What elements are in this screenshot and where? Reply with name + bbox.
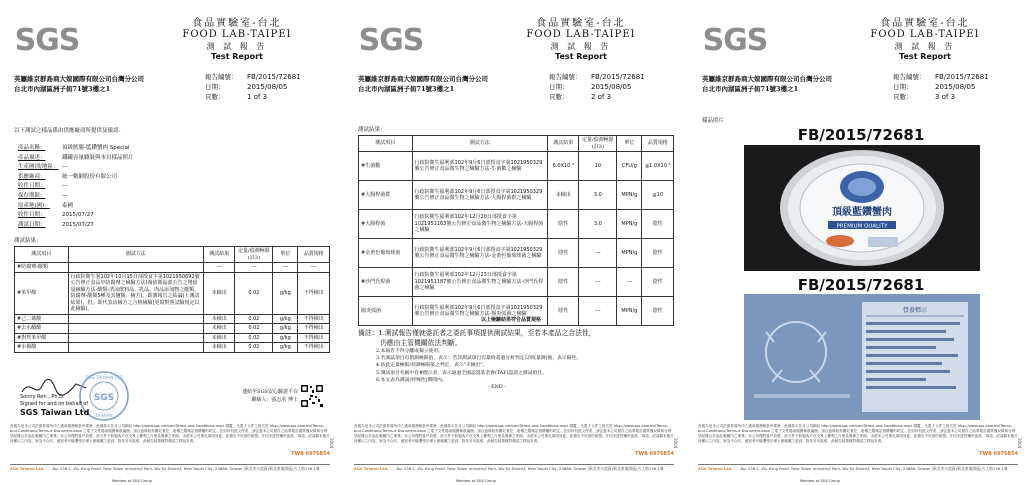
footer-bar — [698, 464, 1018, 474]
photo-caption-1: FB/2015/72681 — [797, 126, 925, 144]
table-cell: g/kg — [273, 324, 298, 334]
report-date: 2015/08/05 — [935, 83, 976, 91]
field-label: 生產國別/地區： — [18, 164, 59, 171]
table-cell — [68, 324, 203, 334]
table-cell: 行政院衛生福利部102年12月23日部授食字第1021951187號公告修正食品微生物之檢驗方法-沙門氏桿菌之檢驗 — [412, 268, 547, 297]
table-cell: 3.0 — [579, 210, 617, 239]
client-name: 英屬維京群島商大媗國際有限公司台灣分公司 — [702, 75, 832, 83]
lab-name-en: FOOD LAB-TAIPEI — [870, 29, 980, 40]
svg-text:PREMIUM QUALITY: PREMIUM QUALITY — [836, 223, 888, 230]
field-row — [18, 221, 134, 231]
page-number: 1 of 3 — [247, 93, 268, 101]
member-text: Member of SGS Group — [800, 479, 840, 483]
client-address: 台北市內湖區洲子街71號3樓之1 — [702, 85, 799, 93]
doc-number: 3004 — [329, 438, 334, 449]
column-header: 測試方法 — [68, 247, 203, 263]
table-cell: 未檢出 — [203, 324, 235, 334]
field-value: 2015/07/27 — [62, 212, 94, 219]
footer-company: SGS Taiwan Ltd. — [698, 466, 733, 471]
table-cell: #己二烯酸 — [15, 314, 69, 324]
table-cell: 陰性 — [642, 239, 674, 268]
table-row — [359, 181, 674, 210]
table-cell: #去水醋酸 — [15, 324, 69, 334]
report-title-zh: 測 試 報 告 — [894, 42, 956, 51]
table-cell: #大腸桿菌群 — [359, 181, 413, 210]
report-meta — [893, 72, 989, 102]
intro-text: 以下測試之樣品係由供應廠商所提供及確認： — [14, 128, 125, 134]
table-row — [359, 152, 674, 181]
table-cell: 陰性 — [642, 268, 674, 297]
result-label: 測試結果： — [14, 238, 42, 244]
table-cell: 未檢出 — [203, 272, 235, 314]
footer — [354, 451, 674, 471]
field-row — [18, 192, 134, 202]
table-cell — [68, 314, 203, 324]
field-value: 統一數網股份有限公司 — [62, 173, 118, 180]
report-title-zh: 測 試 報 告 — [550, 42, 612, 51]
photo-label: 樣品照片 — [702, 118, 725, 124]
table-cell: 行政院衛生福利部102年9月6日部授食字第1021950329號公告修正食品微生物之檢驗方法-金黃色葡萄球菌之檢驗 — [412, 239, 547, 268]
can-label-image-icon — [744, 294, 980, 420]
column-header: 單位 — [273, 247, 298, 263]
qr-code-icon[interactable] — [300, 384, 324, 408]
table-cell: 不得檢出 — [298, 343, 330, 353]
report-title-en: Test Report — [211, 52, 263, 61]
table-cell: 3.0 — [579, 181, 617, 210]
table-cell — [68, 343, 203, 353]
table-cell: 0.02 — [235, 272, 273, 314]
lab-name-zh: 食品實驗室-台北 — [192, 18, 282, 29]
received-no: TWB 6976854 — [979, 451, 1018, 457]
table-cell: CFU/g — [617, 152, 642, 181]
field-row — [18, 163, 134, 173]
table-cell: 陰性 — [547, 297, 579, 326]
svg-text:頂級藍鑽蟹肉: 頂級藍鑽蟹肉 — [832, 207, 892, 218]
column-header: 測試項目 — [15, 247, 69, 263]
footer-bar — [354, 464, 674, 474]
table-cell: #防腐劑-酸類 — [15, 263, 69, 273]
report-no: FB/2015/72681 — [247, 73, 301, 81]
date-label: 日期： — [893, 83, 913, 91]
table-cell: 不得檢出 — [298, 272, 330, 314]
note-1b: 仍應由主管機關依法判斷。 — [380, 339, 462, 347]
field-label: 收件日期： — [18, 212, 46, 219]
sgs-logo: SGS — [14, 22, 80, 58]
table-cell: 陰性 — [547, 210, 579, 239]
date-label: 日期： — [549, 83, 569, 91]
table-cell: 行政院衛生福利部102年9月6日部授食字第1021950329號公告修正食品微生物之檢驗方法-腸炎弧菌之檢驗 — [412, 297, 547, 326]
table-cell: 0.02 — [235, 343, 273, 353]
table-row — [15, 314, 330, 324]
sample-photo-bottom — [744, 294, 980, 420]
sample-photo-top — [744, 145, 980, 271]
note-item: 2.本報告不得分離或獨立使用。 — [376, 349, 443, 354]
footer-address: No. 136-1, Wu Kung Road, New Taipei Industrial Park, Wu Ku District, New Taipei City, 24886, Taiwan /新北市五股區(新北產業園區)五工路136-1號 — [740, 466, 1008, 471]
table-cell: 行政院衛生福利部102年12月20日部授食字第1021951163號公告修正食品微生物之檢驗方法-大腸桿菌之檢驗 — [412, 210, 547, 239]
field-label: 保存期限： — [18, 192, 46, 199]
field-label: 原產地(國)： — [18, 202, 50, 209]
field-row — [18, 173, 134, 183]
report-title-zh: 測 試 報 告 — [206, 42, 268, 51]
table-cell: 10 — [579, 152, 617, 181]
table-cell: ≦1.0X10 ⁵ — [642, 152, 674, 181]
table-cell: 陰性 — [642, 210, 674, 239]
report-date: 2015/08/05 — [247, 83, 288, 91]
table-cell: --- — [579, 297, 617, 326]
verify-link-text: 連結至SGS安心驗證平台 — [242, 389, 298, 395]
table-cell: #金黃色葡萄球菌 — [359, 239, 413, 268]
report-header — [840, 14, 1010, 61]
table-cell: 行政院衛生福利部102年9月6日部授食字第1021950329號公告修正食品微生物之檢驗方法-生菌數之檢驗 — [412, 152, 547, 181]
table-cell: 腸炎弧菌 — [359, 297, 413, 326]
report-meta — [549, 72, 645, 102]
verification-text — [240, 388, 298, 404]
svg-text:SGS TAIWAN LTD: SGS TAIWAN LTD — [85, 376, 123, 381]
report-no: FB/2015/72681 — [591, 73, 645, 81]
table-cell: 0.02 — [235, 314, 273, 324]
report-date: 2015/08/05 — [591, 83, 632, 91]
contact-person: 聯絡人：張志名 博士 — [251, 397, 298, 403]
table-cell: MPN/g — [617, 239, 642, 268]
table-row — [359, 239, 674, 268]
table-cell: 不得檢出 — [298, 333, 330, 343]
table-cell: --- — [579, 268, 617, 297]
table-cell — [68, 333, 203, 343]
client-name: 英屬維京群島商大媗國際有限公司台灣分公司 — [358, 75, 488, 83]
field-value: 泰國 — [62, 202, 74, 209]
column-header: 品質規格 — [298, 247, 330, 263]
table-cell: g/kg — [273, 343, 298, 353]
column-header: 測試結果 — [547, 136, 579, 152]
table-row — [359, 268, 674, 297]
table-row — [15, 324, 330, 334]
page-number: 3 of 3 — [935, 93, 956, 101]
received-no: TWB 6976854 — [635, 451, 674, 457]
field-label: 收件日期： — [18, 183, 46, 190]
table-cell: MPN/g — [617, 297, 642, 326]
field-row — [18, 202, 134, 212]
client-block — [14, 74, 144, 94]
disclaimer: 此報告是本公司依照背面所印之通用服務條款所簽發，此條款可在本公司網站 http://www.sgs.com/en/Terms-and-Conditions.aspx 閱覽，凡電子文件之格式依 http://www.sgs.com/en/Terms-and-Conditions/Terms-e-Document.aspx 之電子文件通用服務條款處理。請注意條款有關於責任、賠償之限制及管轄權的約定。任何持有此文件者，請注意本公司製作之結果報告書將僅反映執行時所紀錄且於委託範圍內之事實。本公司僅對客戶負責，此文件不妨礙客戶在交易上權利之行使及義務之免除。未經本公司事先書面同意，此報告不可部份複製。任何未經授權的更改、偽造、或曲解本報告所顯示之內容，皆為不合法，違犯者可能遭受法律上最嚴厲之追訴。除非另有說明，此報告結果僅對測試之樣品負責。 — [10, 424, 330, 443]
field-row — [18, 154, 134, 164]
report-meta — [205, 72, 301, 102]
disclaimer: 此報告是本公司依照背面所印之通用服務條款所簽發，此條款可在本公司網站 http://www.sgs.com/en/Terms-and-Conditions.aspx 閱覽，凡電子文件之格式依 http://www.sgs.com/en/Terms-and-Conditions/Terms-e-Document.aspx 之電子文件通用服務條款處理。請注意條款有關於責任、賠償之限制及管轄權的約定。任何持有此文件者，請注意本公司製作之結果報告書將僅反映執行時所紀錄且於委託範圍內之事實。本公司僅對客戶負責，此文件不妨礙客戶在交易上權利之行使及義務之免除。未經本公司事先書面同意，此報告不可部份複製。任何未經授權的更改、偽造、或曲解本報告所顯示之內容，皆為不合法，違犯者可能遭受法律上最嚴厲之追訴。除非另有說明，此報告結果僅對測試之樣品負責。 — [354, 424, 674, 443]
table-cell: #生菌數 — [359, 152, 413, 181]
table-cell: #大腸桿菌 — [359, 210, 413, 239]
table-header-row — [359, 136, 674, 152]
table-cell — [68, 263, 203, 273]
report-no-label: 報告編號： — [549, 73, 582, 81]
field-row — [18, 144, 134, 154]
table-cell: MPN/g — [617, 181, 642, 210]
report-no-label: 報告編號： — [205, 73, 238, 81]
column-header: 測試方法 — [412, 136, 547, 152]
doc-number: 3004 — [1017, 438, 1022, 449]
note-item: 3.若測試項目有偵測極限值，表示：若該測試項目有最終超過分析判定以則(量測)後，表示陽性。 — [376, 356, 581, 362]
table-cell: 0.02 — [235, 324, 273, 334]
sgs-logo: SGS — [702, 22, 768, 58]
signed-for: Signed for and on behalf of — [20, 401, 89, 407]
note-item: - END - — [488, 385, 506, 391]
footer-company: SGS Taiwan Ltd. — [10, 466, 45, 471]
client-address: 台北市內湖區洲子街71號3樓之1 — [14, 85, 111, 93]
note-1: 備註：1.測試報告僅就委託者之委託事項提供測試結果，至若本產品之合法性， — [358, 329, 596, 337]
field-value: --- — [62, 192, 68, 199]
table-cell: 未檢出 — [203, 314, 235, 324]
table-cell: 未檢出 — [203, 333, 235, 343]
table-row — [15, 333, 330, 343]
member-text: Member of SGS Group — [456, 479, 496, 483]
svg-text:營養標示: 營養標示 — [902, 307, 928, 314]
report-title-en: Test Report — [899, 52, 951, 61]
table-cell: --- — [273, 263, 298, 273]
table-cell: --- — [235, 263, 273, 273]
lab-name-zh: 食品實驗室-台北 — [880, 18, 970, 29]
footer — [698, 451, 1018, 471]
table-cell: 陰性 — [547, 239, 579, 268]
footer-company: SGS Taiwan Ltd. — [354, 466, 389, 471]
field-value: --- — [62, 183, 68, 190]
table-cell: --- — [203, 263, 235, 273]
footer-address: No. 136-1, Wu Kung Road, New Taipei Industrial Park, Wu Ku District, New Taipei City, 24886, Taiwan /新北市五股區(新北產業園區)五工路136-1號 — [52, 466, 320, 471]
note-item: 5.測試項目名稱中有#標示者，表示通過全國認證基金會(TAF)認證之測試項目。 — [376, 370, 547, 376]
column-header: 品質規格 — [642, 136, 674, 152]
table-cell: 行政院衛生署102年10月15日部授食字第1021950692號公告修正食品中防腐劑之檢驗方法(複依衛福部公告之殘留量檢驗方法-酸類-清涼飲料品、乳品、肉品添加物之酸類、防腐劑-酸類5種及其鹽類、檢方)。即測報告之結論(上測試結果)，但，即代表活檢方之合格檢驗(更寫對照試驗規定以此檢驗)。 — [68, 272, 203, 314]
table-cell: ≦10 — [642, 181, 674, 210]
svg-text:SGS: SGS — [93, 393, 115, 403]
footer-bar — [10, 464, 330, 474]
client-address: 台北市內湖區洲子街71號3樓之1 — [358, 85, 455, 93]
footer — [10, 451, 330, 471]
report-no: FB/2015/72681 — [935, 73, 989, 81]
table-cell: #對羥苯甲酸 — [15, 333, 69, 343]
table-cell: --- — [579, 239, 617, 268]
table-cell: #沙門氏桿菌 — [359, 268, 413, 297]
field-value: 頂級鱈腸-藍鑽蟹肉 Special — [62, 145, 130, 151]
table-row — [15, 263, 330, 273]
field-value: 鐵罐容量聽裝與本頁樣品照片 — [62, 154, 134, 161]
sample-info — [18, 144, 134, 230]
report-title-en: Test Report — [555, 52, 607, 61]
field-value: --- — [62, 164, 68, 171]
lab-name-en: FOOD LAB-TAIPEI — [182, 29, 292, 40]
lab-name-en: FOOD LAB-TAIPEI — [526, 29, 636, 40]
date-label: 日期： — [205, 83, 225, 91]
table-cell: 未檢出 — [203, 343, 235, 353]
table-cell: g/kg — [273, 272, 298, 314]
column-header: 單位 — [617, 136, 642, 152]
field-label: 測試日期： — [18, 221, 46, 228]
column-header: 定量/偵測極限(註3) — [579, 136, 617, 152]
page-number: 2 of 3 — [591, 93, 612, 101]
table-cell: 6.0X10 ³ — [547, 152, 579, 181]
table-cell: 行政院衛生福利部102年9月6日部授食字第1021950329號公告修正食品微生物之檢驗方法-大腸桿菌群之檢驗 — [412, 181, 547, 210]
column-header: 測試項目 — [359, 136, 413, 152]
table-cell: g/kg — [273, 314, 298, 324]
table-cell: #水楊酸 — [15, 343, 69, 353]
table-cell: --- — [298, 263, 330, 273]
table-cell: 未檢出 — [547, 181, 579, 210]
table-cell: g/kg — [273, 333, 298, 343]
member-text: Member of SGS Group — [112, 479, 152, 483]
page-label: 頁數： — [893, 93, 913, 101]
report-page-1 — [2, 0, 336, 485]
note-item: 6.本文表為測試(特殊性)期間內。 — [376, 377, 447, 383]
table-row — [15, 272, 330, 314]
svg-text:TAIWAN: TAIWAN — [95, 414, 113, 419]
result-label: 測試結果： — [358, 127, 386, 133]
page-label: 頁數： — [549, 93, 569, 101]
client-block — [702, 74, 832, 94]
table-cell: 陰性 — [547, 268, 579, 297]
table-cell: 0.02 — [235, 333, 273, 343]
field-label: 供應廠商： — [18, 173, 46, 180]
notes-block — [358, 328, 674, 391]
table-row — [15, 343, 330, 353]
results-table-2 — [358, 135, 674, 326]
signer-company: SGS Taiwan Ltd — [20, 408, 90, 417]
disclaimer: 此報告是本公司依照背面所印之通用服務條款所簽發，此條款可在本公司網站 http://www.sgs.com/en/Terms-and-Conditions.aspx 閱覽，凡電子文件之格式依 http://www.sgs.com/en/Terms-and-Conditions/Terms-e-Document.aspx 之電子文件通用服務條款處理。請注意條款有關於責任、賠償之限制及管轄權的約定。任何持有此文件者，請注意本公司製作之結果報告書將僅反映執行時所紀錄且於委託範圍內之事實。本公司僅對客戶負責，此文件不妨礙客戶在交易上權利之行使及義務之免除。未經本公司事先書面同意，此報告不可部份複製。任何未經授權的更改、偽造、或曲解本報告所顯示之內容，皆為不合法，違犯者可能遭受法律上最嚴厲之追訴。除非另有說明，此報告結果僅對測試之樣品負責。 — [698, 424, 1018, 443]
report-header — [496, 14, 666, 61]
table-row — [359, 210, 674, 239]
client-block — [358, 74, 488, 94]
can-lid-image-icon — [744, 145, 980, 271]
field-label: 產品名稱： — [18, 145, 46, 151]
field-row — [18, 211, 134, 221]
report-page-2 — [346, 0, 680, 485]
sgs-logo: SGS — [358, 22, 424, 58]
doc-number: 3004 — [673, 438, 678, 449]
table-cell: 不得檢出 — [298, 314, 330, 324]
compliance-statement: 以上檢驗結果符合品質規格 — [481, 317, 542, 323]
column-header: 定量/偵測極限(註3) — [235, 247, 273, 263]
field-value: 2015/07/27 — [62, 221, 94, 228]
table-cell: 不得檢出 — [298, 324, 330, 334]
lab-name-zh: 食品實驗室-台北 — [536, 18, 626, 29]
field-row — [18, 182, 134, 192]
table-cell: 陰性 — [642, 297, 674, 326]
column-header: 測試結果 — [203, 247, 235, 263]
table-cell: MPN/g — [617, 210, 642, 239]
page-label: 頁數： — [205, 93, 225, 101]
report-page-3 — [690, 0, 1024, 485]
table-header-row — [15, 247, 330, 263]
report-no-label: 報告編號： — [893, 73, 926, 81]
report-header — [152, 14, 322, 61]
results-table-1 — [14, 246, 330, 353]
table-cell: #苯甲酸 — [15, 272, 69, 314]
table-cell: --- — [617, 268, 642, 297]
received-no: TWB 6976854 — [291, 451, 330, 457]
signer-name: Sonny Ren , Ph.D. — [20, 394, 65, 400]
client-name: 英屬維京群島商大媗國際有限公司台灣分公司 — [14, 75, 144, 83]
field-label: 產品描述： — [18, 154, 46, 161]
photo-caption-2: FB/2015/72681 — [797, 276, 925, 294]
footer-address: No. 136-1, Wu Kung Road, New Taipei Industrial Park, Wu Ku District, New Taipei City, 24886, Taiwan /新北市五股區(新北產業園區)五工路136-1號 — [396, 466, 664, 471]
note-item: 4.依此定量極限/偵測極限值之判定，表示"未檢出"。 — [376, 363, 488, 369]
